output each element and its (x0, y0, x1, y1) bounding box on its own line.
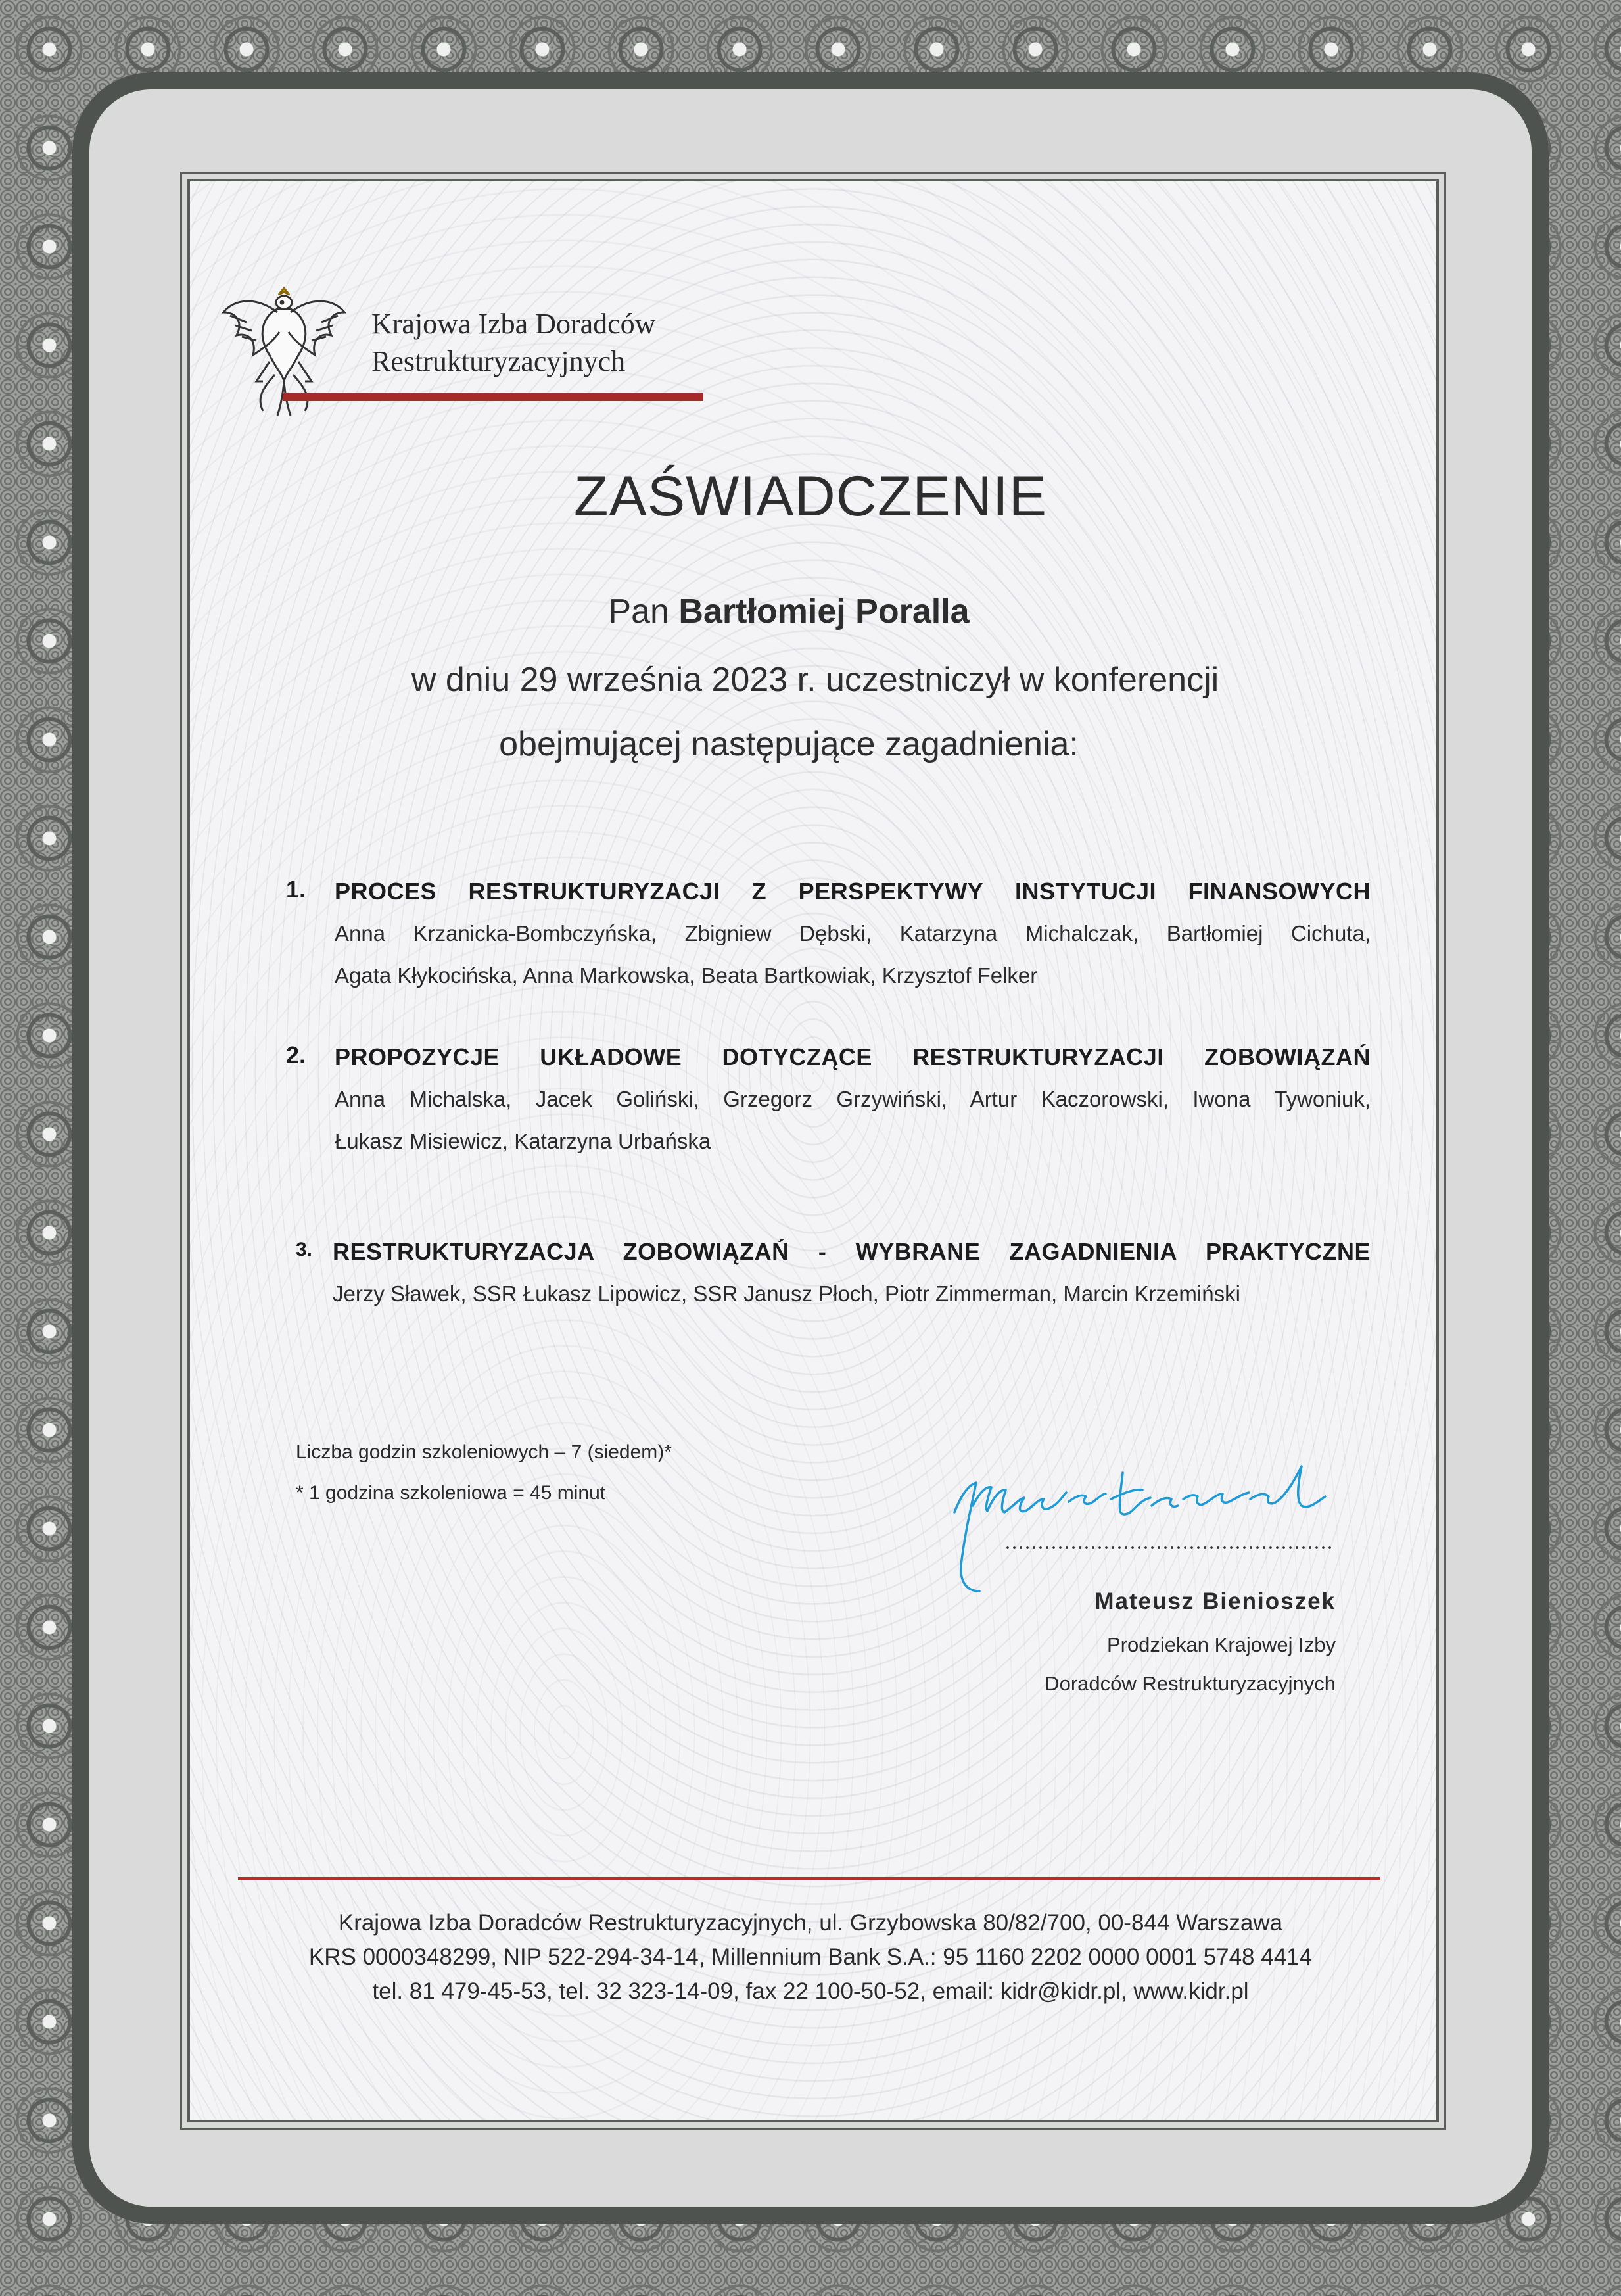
organization-name-line2: Restrukturyzacyjnych (371, 345, 626, 377)
footer-address: Krajowa Izba Doradców Restrukturyzacyjnych, ul. Grzybowska 80/82/700, 00-844 Warszawa (338, 1910, 1283, 1936)
topic-number: 3. (296, 1239, 313, 1260)
topic-number: 2. (286, 1041, 306, 1068)
topic-title: PROPOZYCJE UKŁADOWE DOTYCZĄCE RESTRUKTURYZACJI ZOBOWIĄZAŃ (335, 1043, 1371, 1070)
organization-name-line1: Krajowa Izba Doradców (371, 308, 656, 340)
signature-line (1004, 1546, 1333, 1549)
signatory-role-line2: Doradców Restrukturyzacyjnych (1045, 1672, 1336, 1695)
training-hours (296, 1432, 672, 1514)
signature-ink (954, 1466, 1325, 1591)
topic-body (333, 1231, 1371, 1315)
topic-body (335, 1036, 1371, 1162)
topic-number: 1. (286, 876, 306, 903)
training-hours-note: * 1 godzina szkoleniowa = 45 minut (296, 1482, 606, 1504)
training-hours-count: Liczba godzin szkoleniowych – 7 (siedem)* (296, 1441, 672, 1463)
topic-speakers-line1: Anna Michalska, Jacek Goliński, Grzegorz Grzywiński, Artur Kaczorowski, Iwona Tywoniuk, (335, 1087, 1371, 1111)
topic-title: RESTRUKTURYZACJA ZOBOWIĄZAŃ - WYBRANE ZAGADNIENIA PRAKTYCZNE (333, 1238, 1371, 1265)
footer-registration: KRS 0000348299, NIP 522-294-34-14, Millennium Bank S.A.: 95 1160 2202 0000 0001 5748 4414 (308, 1944, 1313, 1970)
intro-recipient-line (0, 592, 1578, 631)
intro-topics-line: obejmującej następujące zagadnienia: (499, 725, 1079, 763)
topic-body (335, 871, 1371, 997)
organization-name (371, 305, 655, 380)
header-accent-line (283, 393, 703, 401)
topic-speakers-line1: Jerzy Sławek, SSR Łukasz Lipowicz, SSR Janusz Płoch, Piotr Zimmerman, Marcin Krzemiński (333, 1281, 1240, 1306)
page-title: ZAŚWIADCZENIE (573, 465, 1048, 528)
signatory-name: Mateusz Bienioszek (1094, 1589, 1336, 1614)
recipient-name: Bartłomiej Poralla (678, 592, 970, 631)
footer-contact: tel. 81 479-45-53, tel. 32 323-14-09, fax 22 100-50-52, email: kidr@kidr.pl, www.kidr.pl (372, 1978, 1249, 2004)
footer-divider (238, 1877, 1380, 1880)
topic-title: PROCES RESTRUKTURYZACJI Z PERSPEKTYWY INSTYTUCJI FINANSOWYCH (335, 878, 1371, 905)
topic-speakers-line1: Anna Krzanicka-Bombczyńska, Zbigniew Dębski, Katarzyna Michalczak, Bartłomiej Cichuta, (335, 921, 1371, 945)
topic-speakers-line2: Łukasz Misiewicz, Katarzyna Urbańska (335, 1129, 711, 1153)
signatory-role-line1: Prodziekan Krajowej Izby (1106, 1633, 1336, 1656)
salutation: Pan (608, 592, 669, 631)
handwritten-signature (914, 1433, 1374, 1604)
topic-speakers-line2: Agata Kłykocińska, Anna Markowska, Beata Bartkowiak, Krzysztof Felker (335, 963, 1038, 988)
intro-date-line: w dniu 29 września 2023 r. uczestniczył w konferencji (411, 661, 1219, 699)
